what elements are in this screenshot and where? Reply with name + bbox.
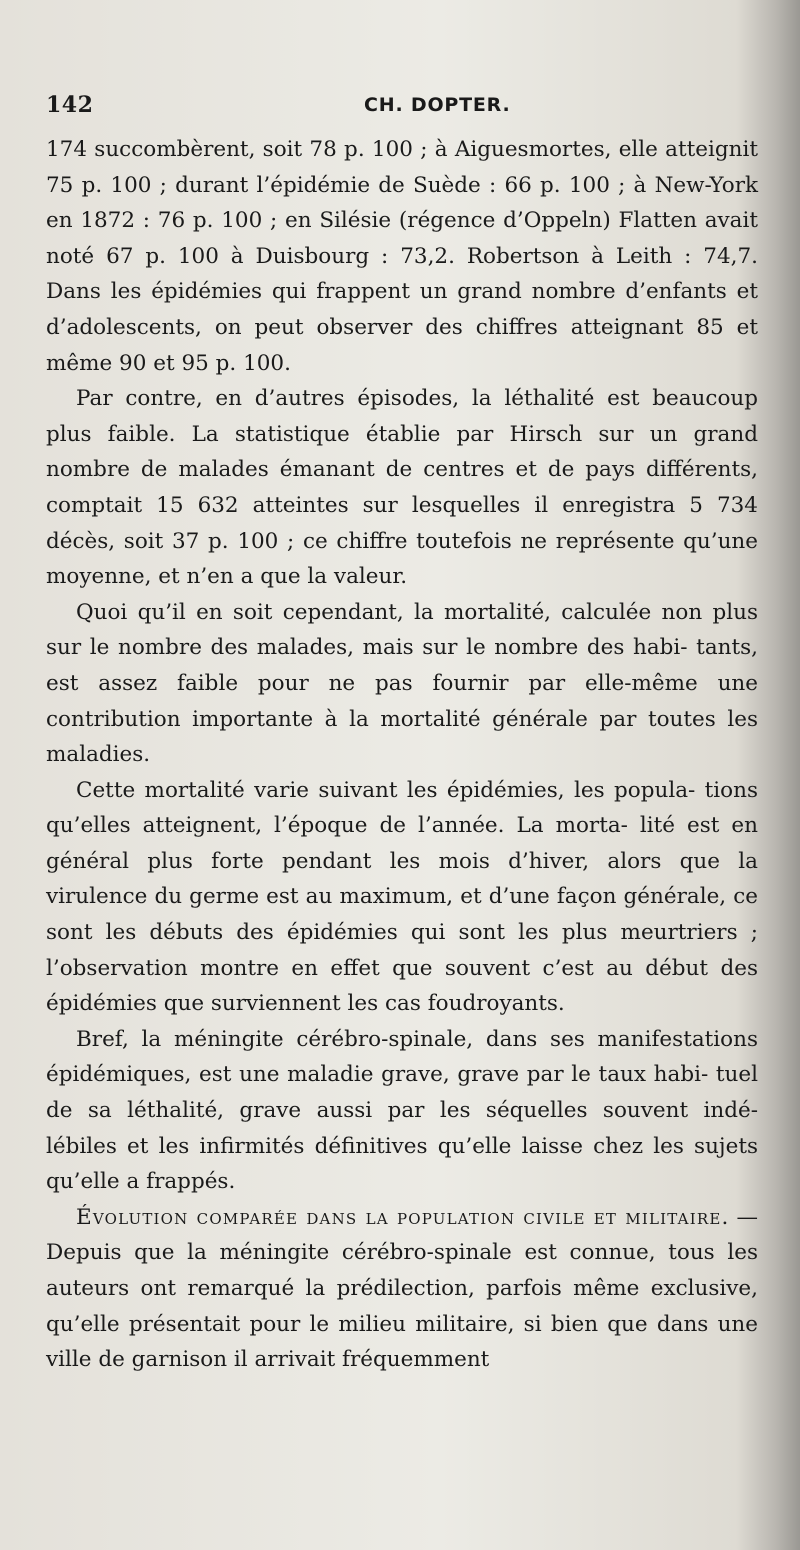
page-number: 142	[46, 92, 94, 118]
body-text	[46, 132, 758, 1378]
paragraph-4: Cette mortalité varie suivant les épidémies, les popula- tions qu’elles atteignent, l’époque de l’année. La morta- lité est en général plus forte pendant les mois d’hiver, alors que la virulence du germe est au maximum, et d’une façon générale, ce sont les débuts des épidémies qui sont les plus meurtriers ; l’observation montre en effet que souvent c’est au début des épidémies que surviennent les cas foudroyants.	[46, 777, 758, 1017]
section-text: — Depuis que la méningite cérébro-spinale est connue, tous les auteurs ont remarqué la prédilection, parfois même exclusive, qu’elle présentait pour le milieu militaire, si bien que dans une ville de garnison il arrivait fréquemment	[46, 1204, 758, 1373]
page-header	[46, 92, 756, 124]
paragraph-6	[46, 1200, 758, 1378]
running-head: CH. DOPTER.	[364, 94, 511, 116]
paragraph-5: Bref, la méningite cérébro-spinale, dans ses manifestations épidémiques, est une maladie grave, grave par le taux habi- tuel de sa léthalité, grave aussi par les séquelles souvent indé- lébiles et les infirmités définitives qu’elle laisse chez les sujets qu’elle a frappés.	[46, 1026, 758, 1195]
paragraph-3: Quoi qu’il en soit cependant, la mortalité, calculée non plus sur le nombre des malades, mais sur le nombre des habi- tants, est assez faible pour ne pas fournir par elle-même une contribution importante à la mortalité générale par toutes les maladies.	[46, 599, 758, 768]
section-heading: Évolution comparée dans la population civile et militaire.	[76, 1204, 730, 1230]
paragraph-1: 174 succombèrent, soit 78 p. 100 ; à Aiguesmortes, elle atteignit 75 p. 100 ; durant l’épidémie de Suède : 66 p. 100 ; à New-York en 1872 : 76 p. 100 ; en Silésie (régence d’Oppeln) Flatten avait noté 67 p. 100 à Duisbourg : 73,2. Robertson à Leith : 74,7. Dans les épidémies qui frappent un grand nombre d’enfants et d’adolescents, on peut observer des chiffres atteignant 85 et même 90 et 95 p. 100.	[46, 137, 758, 376]
paragraph-2: Par contre, en d’autres épisodes, la léthalité est beaucoup plus faible. La statistique établie par Hirsch sur un grand nombre de malades émanant de centres et de pays différents, comptait 15 632 atteintes sur lesquelles il enregistra 5 734 décès, soit 37 p. 100 ; ce chiffre toutefois ne représente qu’une moyenne, et n’en a que la valeur.	[46, 386, 758, 590]
